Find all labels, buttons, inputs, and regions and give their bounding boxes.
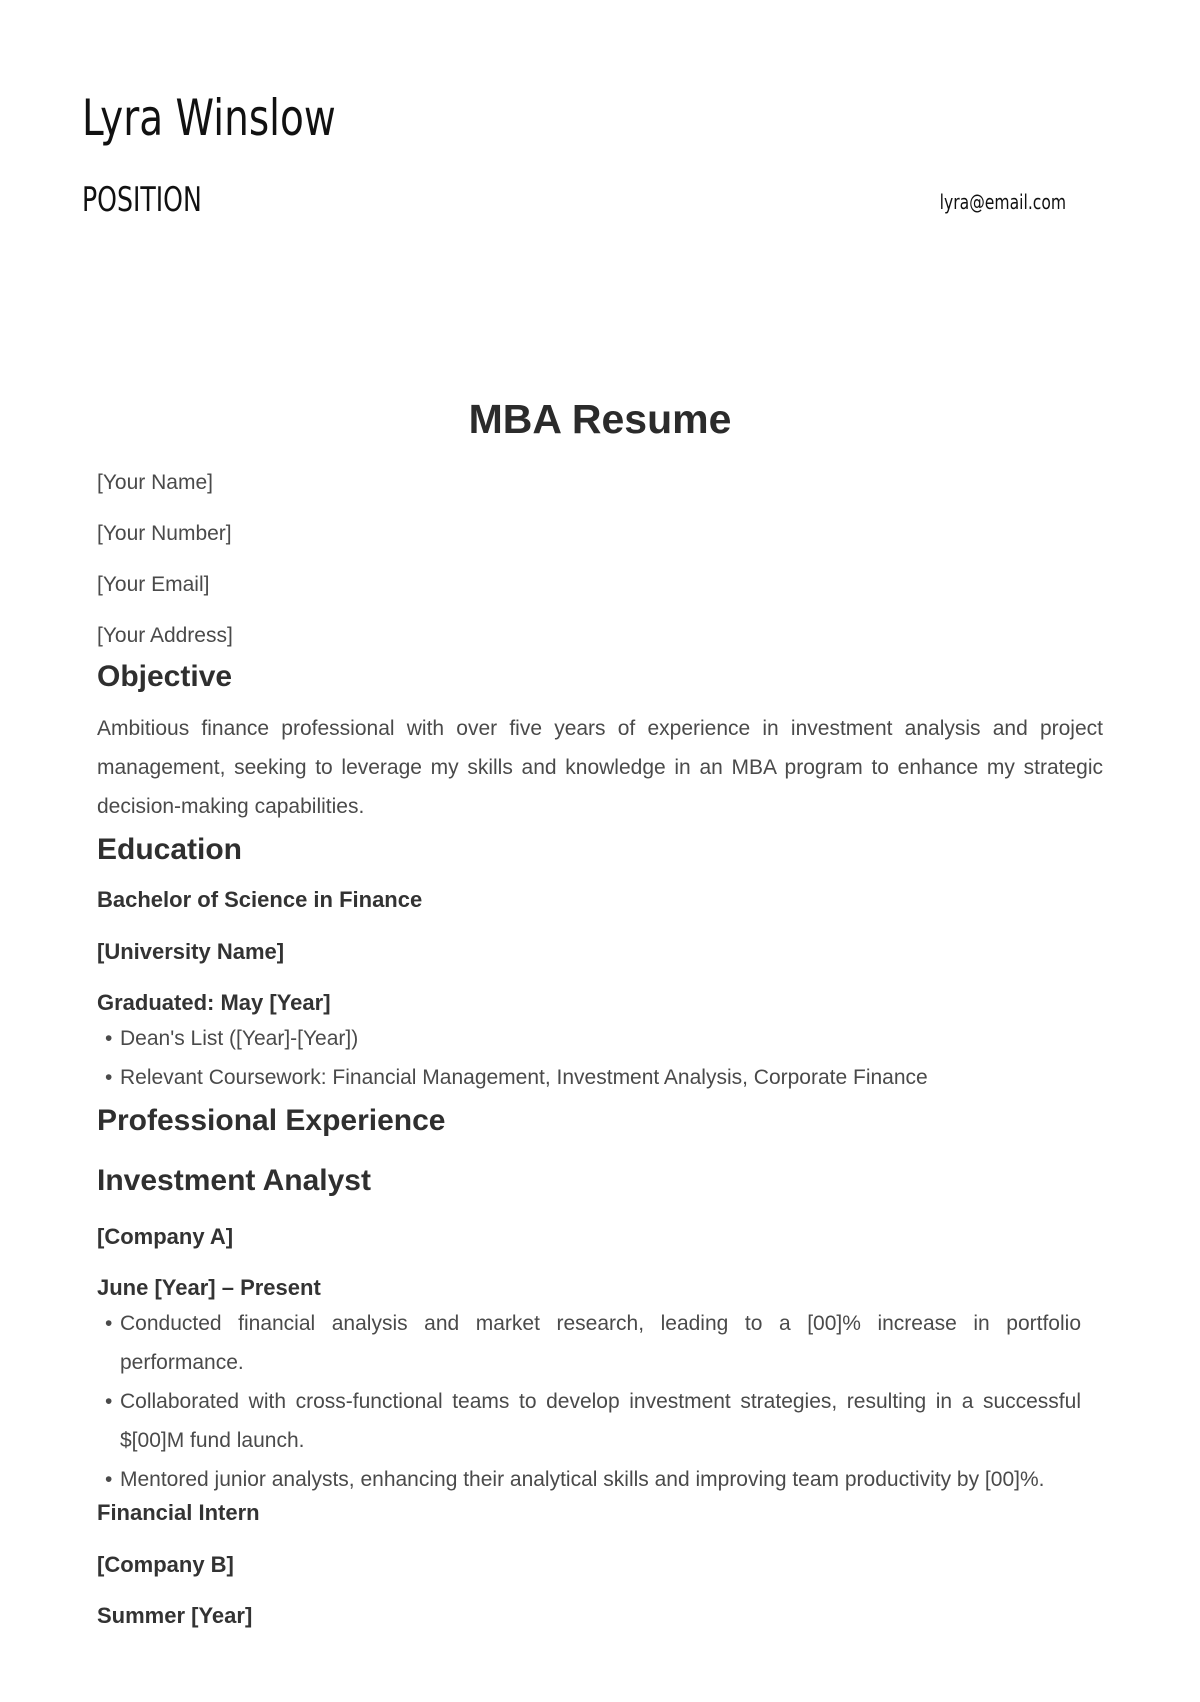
- objective-section: [97, 659, 1103, 826]
- job-company-2: [Company B]: [97, 1552, 234, 1577]
- objective-heading: Objective: [97, 660, 233, 693]
- document-title: MBA Resume: [468, 396, 732, 442]
- education-heading: Education: [97, 833, 243, 866]
- contact-number: [Your Number]: [97, 522, 232, 545]
- list-item: • Conducted financial analysis and market research, leading to a [00]% increase in portfolio performance.: [97, 1304, 1103, 1382]
- contact-name: [Your Name]: [97, 471, 213, 494]
- list-item: • Mentored junior analysts, enhancing their analytical skills and improving team productivity by [00]%.: [97, 1460, 1103, 1499]
- job-bullets-1: [97, 1304, 1103, 1499]
- experience-section: [97, 1103, 1103, 1630]
- resume-content: [97, 468, 1103, 1630]
- header-name: Lyra Winslow: [82, 89, 336, 147]
- job-company-1: [Company A]: [97, 1224, 234, 1249]
- header-email[interactable]: lyra@email.com: [939, 190, 1066, 214]
- list-item: • Collaborated with cross-functional teams to develop investment strategies, resulting in a successful $[00]M fund launch.: [97, 1382, 1103, 1460]
- education-section: [97, 832, 1103, 1097]
- objective-text: Ambitious finance professional with over five years of experience in investment analysis and project management, seeking to leverage my skills and knowledge in an MBA program to enhance my strategic decision-making capabilities.: [97, 717, 1103, 818]
- job-title-1: Investment Analyst: [97, 1164, 371, 1197]
- contact-email: [Your Email]: [97, 573, 210, 596]
- experience-heading: Professional Experience: [97, 1104, 446, 1137]
- list-item: • Relevant Coursework: Financial Management, Investment Analysis, Corporate Finance: [97, 1058, 1103, 1097]
- job-dates-1: June [Year] – Present: [97, 1275, 321, 1300]
- job-dates-2: Summer [Year]: [97, 1603, 253, 1628]
- education-degree: Bachelor of Science in Finance: [97, 887, 423, 912]
- header-position: POSITION: [82, 180, 202, 220]
- education-graduated: Graduated: May [Year]: [97, 990, 331, 1015]
- list-item: • Dean's List ([Year]-[Year]): [97, 1019, 1103, 1058]
- education-university: [University Name]: [97, 939, 285, 964]
- contact-address: [Your Address]: [97, 624, 233, 647]
- education-bullets: [97, 1019, 1103, 1097]
- job-title-2: Financial Intern: [97, 1500, 260, 1525]
